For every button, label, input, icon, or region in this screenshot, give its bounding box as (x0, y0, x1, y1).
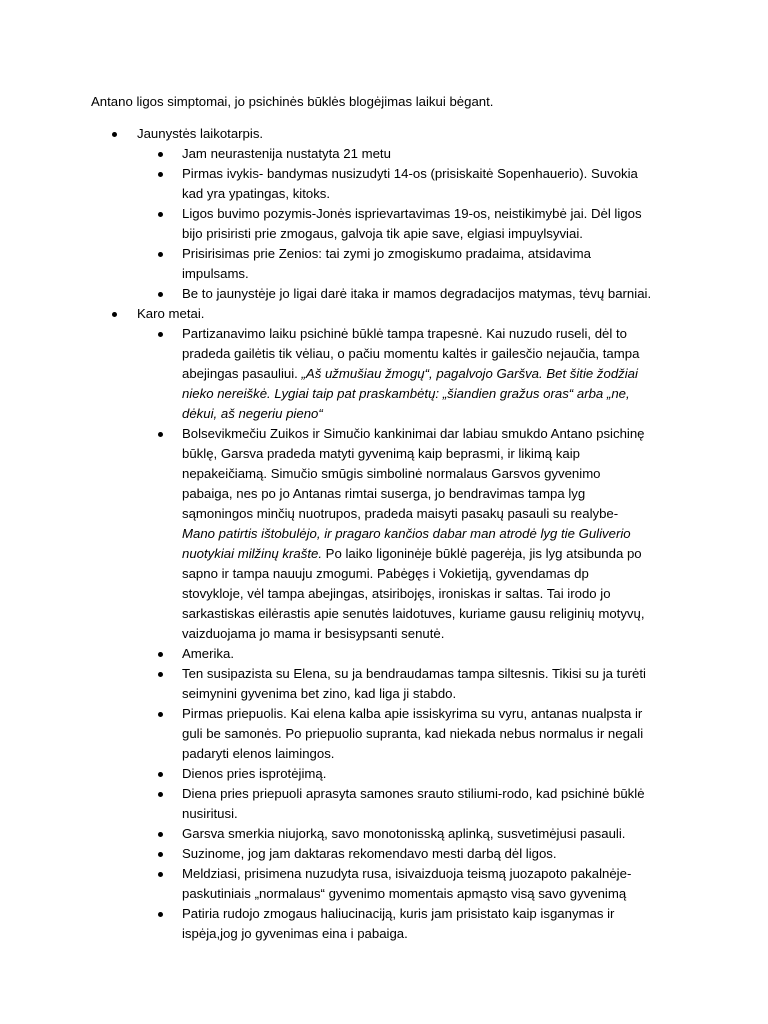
bullet-icon (158, 292, 163, 297)
item-text: Amerika. (182, 646, 235, 661)
list-item (137, 164, 691, 204)
item-text: Prisirisimas prie Zenios: tai zymi jo zmogiskumo pradaima, atsidavima impulsams. (182, 246, 591, 281)
section-item-war (91, 304, 691, 944)
bullet-icon (158, 712, 163, 717)
section-label: Jaunystės laikotarpis. (137, 126, 264, 141)
item-text: Patiria rudojo zmogaus haliucinaciją, kuris jam prisistato kaip isganymas ir ispėja,jog jo gyvenimas eina i pabaiga. (182, 906, 615, 941)
item-text: Partizanavimo laiku psichinė būklė tampa trapesnė. Kai nuzudo ruseli, dėl to pradeda gailėtis tik vėliau, o pačiu momentu kaltės ir gailesčio nejaučia, tampa abejingas pasauliui. (182, 326, 640, 381)
list-item (137, 704, 691, 764)
item-text: Jam neurastenija nustatyta 21 metu (182, 146, 391, 161)
bullet-icon (158, 172, 163, 177)
bullet-icon (112, 132, 117, 137)
list-item (137, 324, 691, 424)
list-item (137, 824, 691, 844)
section-label: Karo metai. (137, 306, 205, 321)
item-text: Meldziasi, prisimena nuzudyta rusa, isivaizduoja teismą juozapoto pakalnėje- paskutiniais „normalaus“ gyvenimo momentais apmąsto visą savo gyvenimą (182, 866, 632, 901)
list-item (137, 244, 691, 284)
bullet-icon (158, 852, 163, 857)
item-text: Po laiko ligoninėje būklė pagerėja, jis lyg atsibunda po sapno ir tampa nauuju zmogumi. Pabėgęs i Vokietiją, gyvendamas dp stovykloje, vėl tampa abejingas, atsiribojęs, ironiskas ir saltas. Tai irodo jo sarkastiskas eilėrastis apie senutės laidotuves, kuriame gausu religinių motyvų, vaizduojama jo mama ir besisypsanti senutė. (182, 546, 645, 641)
list-item (137, 144, 691, 164)
item-text: Dienos pries isprotėjimą. (182, 766, 327, 781)
sub-list (137, 144, 691, 304)
document-title: Antano ligos simptomai, jo psichinės būklės blogėjimas laikui bėgant. (91, 94, 494, 109)
bullet-icon (158, 872, 163, 877)
bullet-icon (158, 212, 163, 217)
list-item (137, 204, 691, 244)
bullet-icon (158, 912, 163, 917)
list-item (137, 784, 691, 824)
list-item (137, 864, 691, 904)
item-text: Garsva smerkia niujorką, savo monotonisską aplinką, susvetimėjusi pasauli. (182, 826, 626, 841)
item-text: Suzinome, jog jam daktaras rekomendavo mesti darbą dėl ligos. (182, 846, 557, 861)
list-item (137, 284, 691, 304)
item-text: Pirmas ivykis- bandymas nusizudyti 14-os (prisiskaitė Sopenhauerio). Suvokia kad yra ypatingas, kitoks. (182, 166, 638, 201)
sub-list (137, 324, 691, 944)
item-text: Ligos buvimo pozymis-Jonės isprievartavimas 19-os, neistikimybė jai. Dėl ligos bijo prisiristi prie zmogaus, galvoja tik apie save, elgiasi impuylsyviai. (182, 206, 642, 241)
bullet-icon (158, 792, 163, 797)
bullet-icon (112, 312, 117, 317)
list-item (137, 844, 691, 864)
item-text: Bolsevikmečiu Zuikos ir Simučio kankinimai dar labiau smukdo Antano psichinę būklę, Garsva pradeda matyti gyvenimą kaip beprasmi, ir likimą kaip nepakeičiamą. Simučio smūgis simbolinė normalaus Garsvos gyvenimo pabaiga, nes po jo Antanas rimtai suserga, jo bendravimas tampa lyg sąmoningos minčių nuotrupos, pradeda maisyti pasakų pasauli su realybe- (182, 426, 645, 521)
bullet-icon (158, 672, 163, 677)
item-text: Ten susipazista su Elena, su ja bendraudamas tampa siltesnis. Tikisi su ja turėti seimynini gyvenima bet zino, kad liga ji stabdo. (182, 666, 646, 701)
section-item-youth (91, 124, 691, 304)
list-item (137, 644, 691, 664)
list-item (137, 424, 691, 644)
list-item (137, 664, 691, 704)
bullet-icon (158, 432, 163, 437)
bullet-icon (158, 332, 163, 337)
quote-text: Mano patirtis ištobulėjo, ir pragaro kančios dabar man atrodė lyg tie Guliverio nuotykiai milžinų krašte. (182, 526, 631, 561)
bullet-icon (158, 832, 163, 837)
list-item (137, 764, 691, 784)
item-text: Pirmas priepuolis. Kai elena kalba apie issiskyrima su vyru, antanas nualpsta ir guli be samonės. Po priepuolio supranta, kad niekada nebus normalus ir negali padaryti elenos laimingos. (182, 706, 644, 761)
bullet-icon (158, 772, 163, 777)
outline-list (91, 124, 691, 944)
bullet-icon (158, 152, 163, 157)
bullet-icon (158, 252, 163, 257)
item-text: Diena pries priepuoli aprasyta samones srauto stiliumi-rodo, kad psichinė būklė nusiritusi. (182, 786, 645, 821)
list-item (137, 904, 691, 944)
item-text: Be to jaunystėje jo ligai darė itaka ir mamos degradacijos matymas, tėvų barniai. (182, 286, 652, 301)
bullet-icon (158, 652, 163, 657)
quote-text: „Aš užmušiau žmogų“, pagalvojo Garšva. Bet šitie žodžiai nieko nereiškė. Lygiai taip pat praskambėtų: „šiandien gražus oras“ arba „ne, dėkui, aš negeriu pieno“ (182, 366, 638, 421)
